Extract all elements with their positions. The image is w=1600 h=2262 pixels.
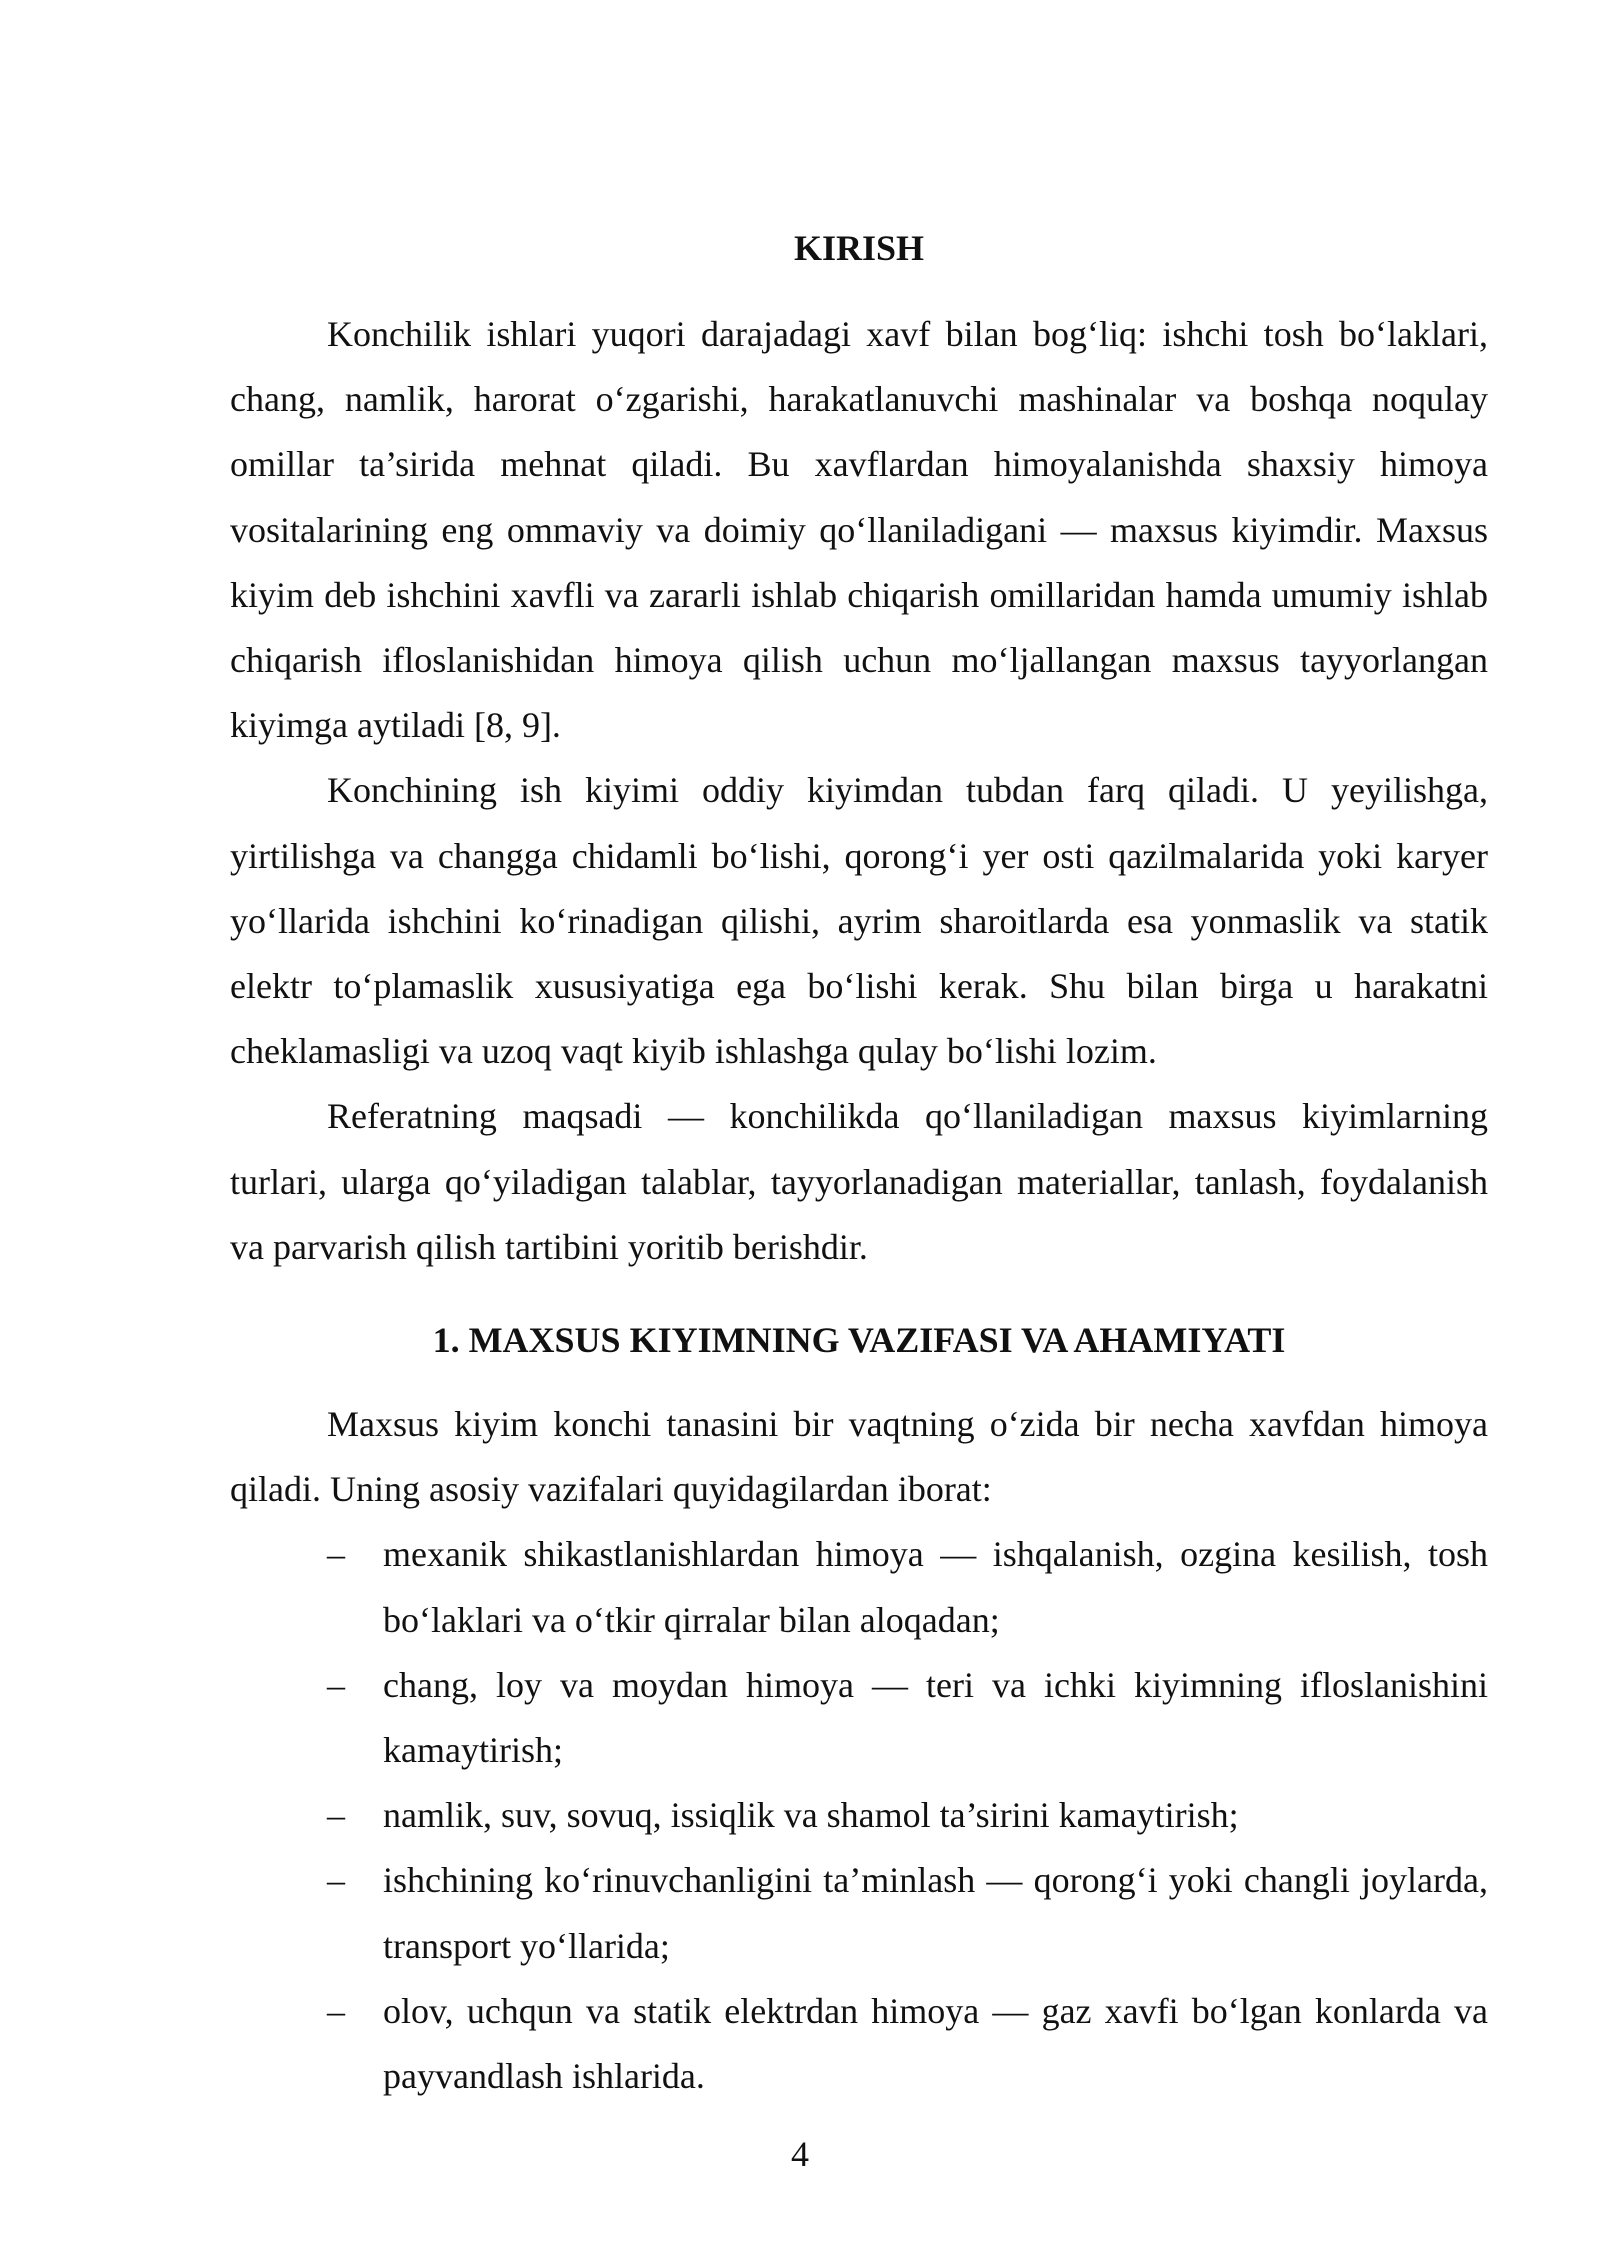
- list-item: [230, 1653, 1488, 1783]
- page-content: [230, 222, 1488, 2109]
- bullet-list: [230, 1522, 1488, 2109]
- list-item-text: ishchining ko‘rinuvchanligini ta’minlash — qorong‘i yoki changli joylarda, transport yo‘llarida;: [383, 1860, 1488, 1966]
- page-number: 4: [791, 2134, 809, 2174]
- list-item: [230, 1848, 1488, 1978]
- list-item: [230, 1979, 1488, 2109]
- bullet-marker: –: [327, 1860, 345, 1901]
- section-paragraph: Maxsus kiyim konchi tanasini bir vaqtning o‘zida bir necha xavfdan himoya qiladi. Uning asosiy vazifalari quyidagilardan iborat:: [230, 1404, 1488, 1510]
- intro-paragraph-2: Konchining ish kiyimi oddiy kiyimdan tubdan farq qiladi. U yeyilishga, yirtilishga va changga chidamli bo‘lishi, qorong‘i yer osti qazilmalarida yoki karyer yo‘llarida ishchini ko‘rinadigan qilishi, ayrim sharoitlarda esa yonmaslik va statik elektr to‘plamaslik xususiyatiga ega bo‘lishi kerak. Shu bilan birga u harakatni cheklamasligi va uzoq vaqt kiyib ishlashga qulay bo‘lishi lozim.: [230, 770, 1488, 1072]
- list-item-text: chang, loy va moydan himoya — teri va ichki kiyimning ifloslanishini kamaytirish;: [383, 1664, 1488, 1771]
- list-item-text: olov, uchqun va statik elektrdan himoya — gaz xavfi bo‘lgan konlarda va payvandlash ishlarida.: [383, 1990, 1488, 2097]
- intro-paragraph-1: Konchilik ishlari yuqori darajadagi xavf bilan bog‘liq: ishchi tosh bo‘laklari, chang, namlik, harorat o‘zgarishi, harakatlanuvchi mashinalar va boshqa noqulay omillar ta’sirida mehnat qiladi. Bu xavflardan himoyalanishda shaxsiy himoya vositalarining eng ommaviy va doimiy qo‘llaniladigani — maxsus kiyimdir. Maxsus kiyim deb ishchini xavfli va zararli ishlab chiqarish omillaridan hamda umumiy ishlab chiqarish ifloslanishidan himoya qilish uchun mo‘ljallangan maxsus tayyorlangan kiyimga aytiladi [8, 9].: [230, 314, 1488, 746]
- bullet-marker: –: [327, 1795, 345, 1836]
- bullet-marker: –: [327, 1990, 345, 2031]
- intro-paragraph-3: Referatning maqsadi — konchilikda qo‘llaniladigan maxsus kiyimlarning turlari, ularga qo‘yiladigan talablar, tayyorlanadigan materiallar, tanlash, foydalanish va parvarish qilish tartibini yoritib berishdir.: [230, 1096, 1488, 1267]
- list-item-text: mexanik shikastlanishlardan himoya — ishqalanish, ozgina kesilish, tosh bo‘laklari va o‘tkir qirralar bilan aloqadan;: [383, 1534, 1488, 1640]
- bullet-marker: –: [327, 1664, 345, 1705]
- page-title: KIRISH: [793, 228, 925, 268]
- section-heading: 1. MAXSUS KIYIMNING VAZIFASI VA AHAMIYATI: [432, 1320, 1286, 1361]
- list-item-text: namlik, suv, sovuq, issiqlik va shamol ta’sirini kamaytirish;: [383, 1795, 1239, 1836]
- bullet-marker: –: [327, 1534, 345, 1575]
- list-item: [230, 1783, 1488, 1848]
- list-item: [230, 1522, 1488, 1652]
